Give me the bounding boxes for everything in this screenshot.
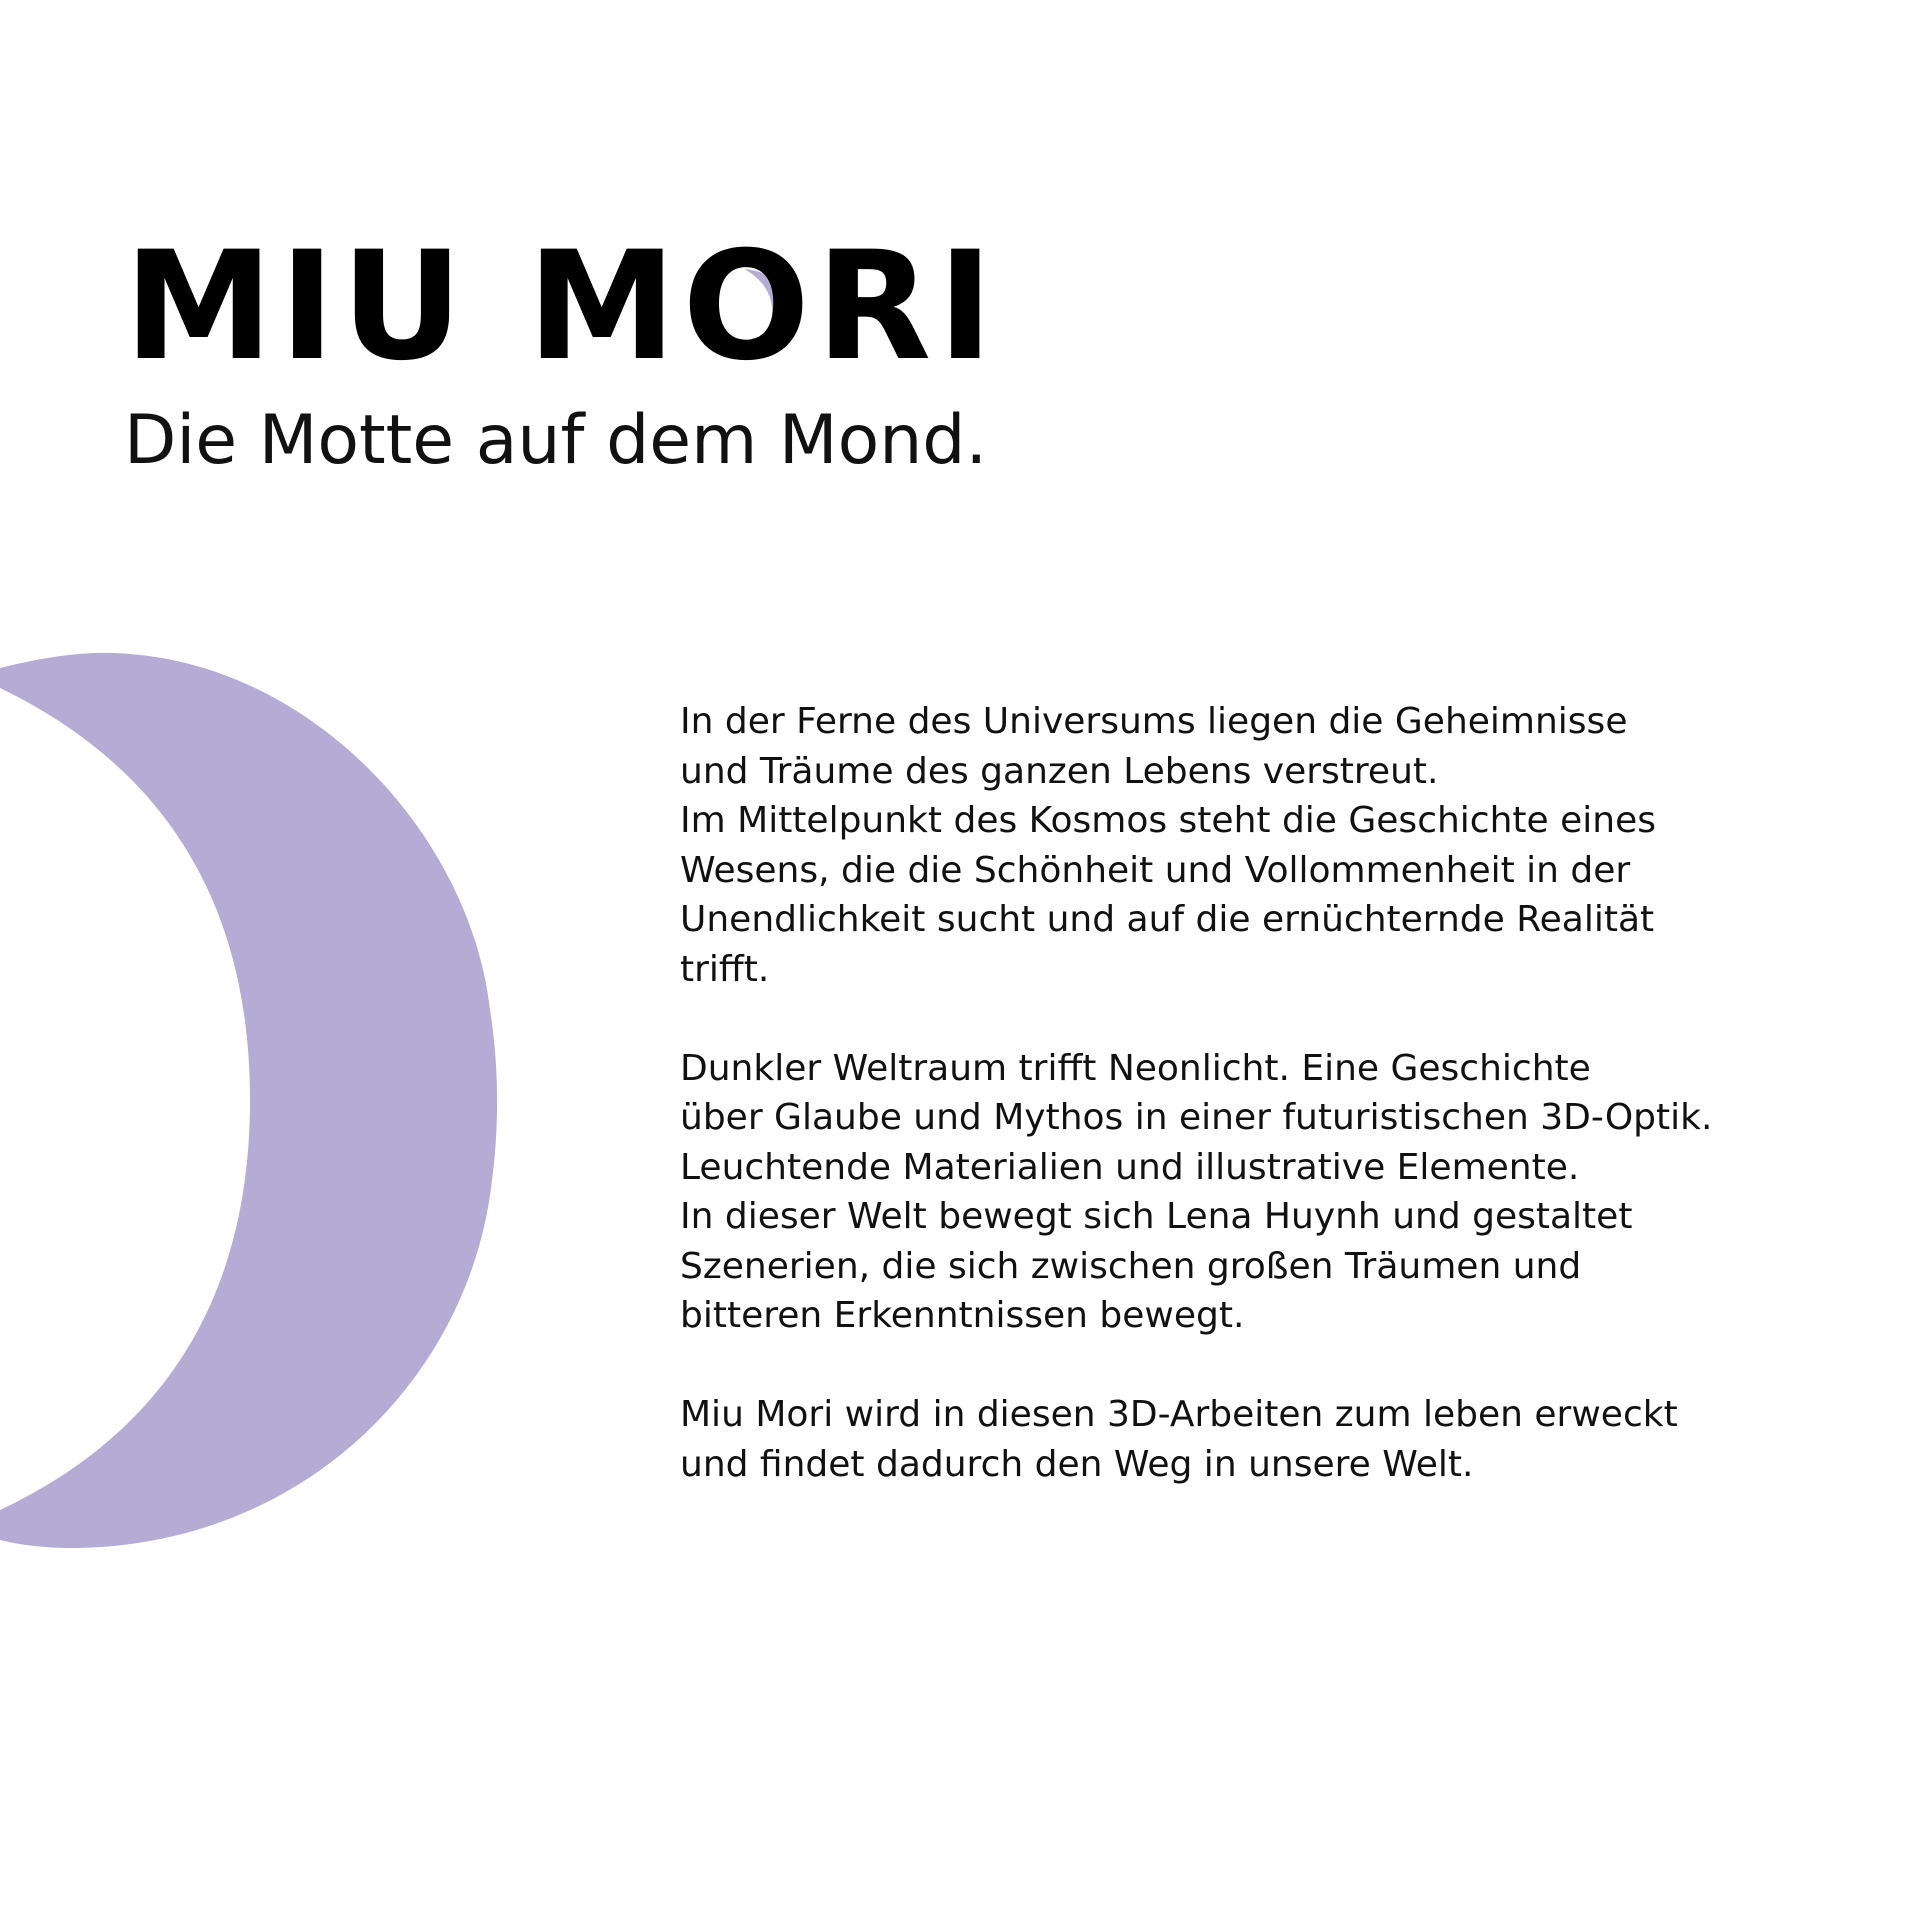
text-line: Dunkler Weltraum trifft Neonlicht. Eine Geschichte (680, 1047, 1591, 1089)
page-title (124, 220, 1000, 394)
text-line: Wesens, die die Schönheit und Vollommenheit in der (680, 849, 1631, 891)
text-line: Miu Mori wird in diesen 3D-Arbeiten zum leben erweckt (680, 1394, 1678, 1435)
text-line: In dieser Welt bewegt sich Lena Huynh und gestaltet (680, 1196, 1633, 1237)
title-part-end: RI (815, 220, 1000, 394)
title-letter-o: O (682, 220, 816, 394)
title-o-with-moon (682, 220, 816, 394)
paragraph-description (680, 1044, 1840, 1341)
title-part-start: MIU M (124, 220, 683, 394)
body-text (680, 697, 1840, 1539)
text-line: Im Mittelpunkt des Kosmos steht die Geschichte eines (680, 800, 1656, 841)
text-line: Szenerien, die sich zwischen großen Träumen und (680, 1245, 1582, 1287)
text-line: Unendlichkeit sucht und auf die ernüchternde Realität (680, 899, 1655, 940)
text-line: In der Ferne des Universums liegen die Geheimnisse (680, 701, 1628, 742)
crescent-moon-shape (0, 653, 497, 1548)
paragraph-closing (680, 1390, 1840, 1489)
text-line: über Glaube und Mythos in einer futuristischen 3D-Optik. (680, 1097, 1713, 1138)
text-line: und findet dadurch den Weg in unsere Welt. (680, 1443, 1474, 1485)
text-line: Leuchtende Materialien und illustrative Elemente. (680, 1146, 1580, 1188)
paragraph-intro (680, 697, 1840, 994)
text-line: bitteren Erkenntnissen bewegt. (680, 1295, 1245, 1336)
text-line: trifft. (680, 948, 770, 990)
text-line: und Träume des ganzen Lebens verstreut. (680, 750, 1439, 792)
page-subtitle: Die Motte auf dem Mond. (124, 401, 988, 480)
